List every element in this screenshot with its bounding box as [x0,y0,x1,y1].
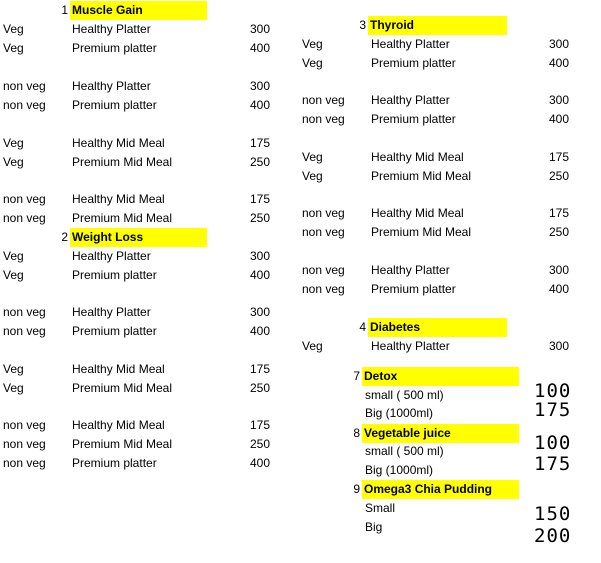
row-type: Veg [302,150,323,164]
row-type: non veg [302,282,345,296]
row-price: 175 [250,136,271,150]
row-type: Veg [302,37,323,51]
row-price: 300 [250,305,271,319]
row-type: Veg [3,362,24,376]
row-price: 250 [250,211,271,225]
row-item: Healthy Platter [72,22,151,36]
row-item: Premium platter [371,56,456,70]
row-price: 175 [534,399,572,421]
row-item: Premium platter [72,324,157,338]
row-type: non veg [3,192,46,206]
row-price: 300 [549,93,570,107]
row-price: 175 [534,453,572,475]
row-type: non veg [302,263,345,277]
section-number: 3 [359,18,366,32]
row-type: non veg [3,305,46,319]
row-item: Premium platter [72,456,157,470]
row-item: Premium Mid Meal [72,155,173,169]
row-item: Premium platter [72,41,157,55]
row-price: 400 [549,282,570,296]
row-type: Veg [302,56,323,70]
section-title: Diabetes [368,318,507,337]
row-item: Healthy Platter [371,339,450,353]
row-price: 300 [549,263,570,277]
row-type: Veg [3,381,24,395]
row-item: Premium platter [371,282,456,296]
row-item: Healthy Platter [371,37,450,51]
row-item: Premium platter [72,268,157,282]
row-type: Veg [3,249,24,263]
section-title: Vegetable juice [362,424,519,443]
row-price: 175 [549,150,570,164]
row-item: Healthy Mid Meal [371,150,464,164]
row-price: 100 [534,432,572,454]
row-item: Healthy Mid Meal [72,418,165,432]
row-type: non veg [302,206,345,220]
row-type: non veg [3,211,46,225]
row-type: Veg [3,136,24,150]
row-item: Healthy Platter [72,249,151,263]
row-price: 400 [549,56,570,70]
row-type: non veg [3,98,46,112]
row-price: 300 [250,22,271,36]
row-item: Healthy Mid Meal [72,192,165,206]
row-type: non veg [3,324,46,338]
row-price: 250 [549,225,570,239]
row-item: Healthy Mid Meal [72,136,165,150]
row-item: small ( 500 ml) [365,388,444,402]
row-item: Premium Mid Meal [371,169,472,183]
row-item: Big (1000ml) [365,406,434,420]
section-title: Weight Loss [70,228,207,247]
section-number: 2 [61,230,68,244]
row-price: 300 [250,79,271,93]
row-price: 250 [250,155,271,169]
row-price: 400 [250,268,271,282]
row-item: Healthy Platter [371,263,450,277]
row-type: Veg [3,41,24,55]
section-title: Detox [362,367,519,386]
row-item: Small [365,501,396,515]
row-item: Big (1000ml) [365,463,434,477]
row-price: 150 [534,503,572,525]
row-type: non veg [302,225,345,239]
row-price: 200 [534,525,572,547]
row-type: non veg [3,437,46,451]
row-item: Big [365,520,383,534]
row-item: Premium Mid Meal [72,211,173,225]
row-type: Veg [3,155,24,169]
row-price: 250 [549,169,570,183]
row-price: 175 [250,192,271,206]
row-type: non veg [3,79,46,93]
section-number: 8 [353,426,360,440]
row-price: 400 [250,98,271,112]
row-price: 100 [534,380,572,402]
row-price: 175 [549,206,570,220]
row-item: Premium Mid Meal [72,381,173,395]
row-item: Premium Mid Meal [72,437,173,451]
row-price: 400 [549,112,570,126]
row-item: Healthy Mid Meal [371,206,464,220]
row-price: 400 [250,456,271,470]
section-number: 1 [61,3,68,17]
row-price: 175 [250,362,271,376]
row-price: 400 [250,324,271,338]
row-type: non veg [3,456,46,470]
section-number: 7 [353,369,360,383]
row-type: Veg [3,268,24,282]
row-item: Healthy Platter [72,305,151,319]
row-price: 250 [250,381,271,395]
row-type: Veg [302,169,323,183]
row-price: 250 [250,437,271,451]
row-price: 400 [250,41,271,55]
row-type: non veg [302,93,345,107]
row-item: Healthy Platter [72,79,151,93]
row-item: Premium platter [371,112,456,126]
section-title: Omega3 Chia Pudding [362,480,519,499]
row-type: Veg [302,339,323,353]
row-item: Healthy Platter [371,93,450,107]
row-item: small ( 500 ml) [365,444,444,458]
row-item: Premium platter [72,98,157,112]
row-price: 300 [549,339,570,353]
row-price: 175 [250,418,271,432]
row-price: 300 [549,37,570,51]
section-title: Muscle Gain [70,1,207,20]
section-number: 9 [353,482,360,496]
row-type: non veg [3,418,46,432]
row-price: 300 [250,249,271,263]
section-title: Thyroid [368,16,507,35]
section-number: 4 [359,320,366,334]
row-item: Premium Mid Meal [371,225,472,239]
row-type: non veg [302,112,345,126]
row-type: Veg [3,22,24,36]
row-item: Healthy Mid Meal [72,362,165,376]
